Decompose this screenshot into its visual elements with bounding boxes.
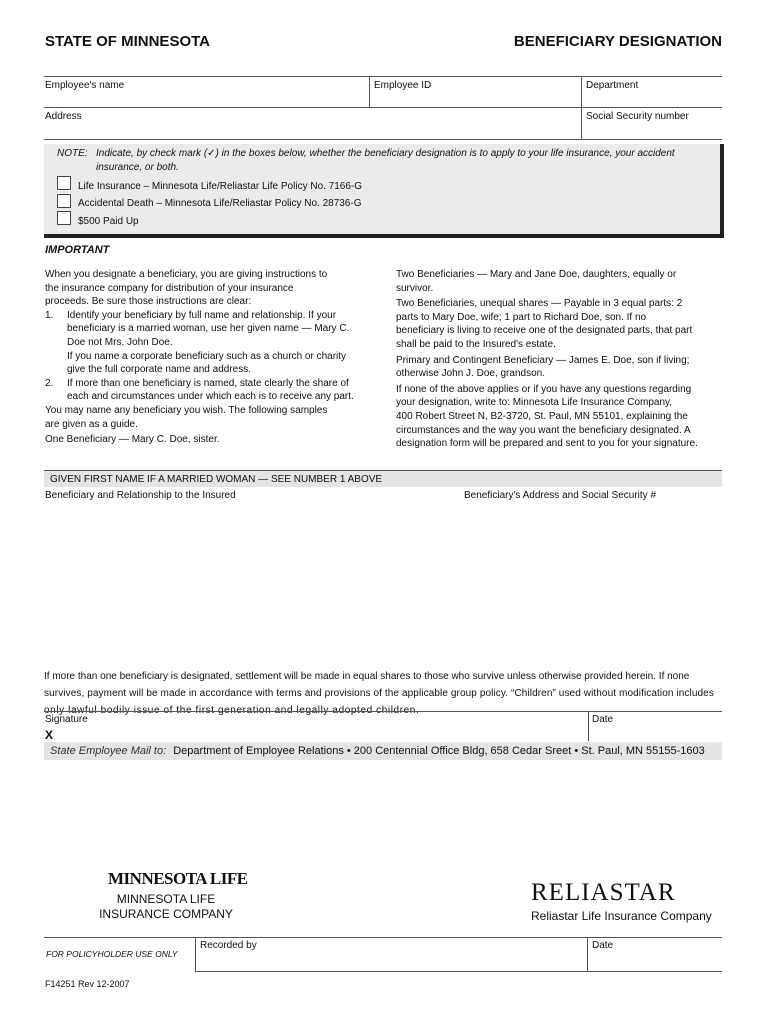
beneficiary-relationship-field[interactable]: Beneficiary and Relationship to the Insured — [45, 490, 236, 501]
note-line-1: Indicate, by check mark (✓) in the boxes below, whether the beneficiary designation is to apply to your life insurance, your accident — [96, 148, 675, 159]
mail-prefix: State Employee Mail to: — [50, 745, 167, 757]
instruction-number: 1. — [45, 309, 54, 321]
text-line: If more than one beneficiary is designated, settlement will be made in equal shares to those who survive unless otherwise provided herein. If none — [44, 671, 690, 682]
address-field[interactable]: Address — [45, 111, 82, 122]
state-title: STATE OF MINNESOTA — [45, 33, 210, 50]
text-line: shall be paid to the Insured's estate. — [396, 338, 556, 350]
instruction-1 — [45, 309, 375, 377]
text-line: beneficiary is living to receive one of the designated parts, that part — [396, 325, 693, 337]
ssn-field[interactable]: Social Security number — [586, 111, 689, 122]
text-line: If more than one beneficiary is named, state clearly the share of — [67, 377, 349, 389]
paid-up-label: $500 Paid Up — [78, 216, 139, 227]
given-name-note: GIVEN FIRST NAME IF A MARRIED WOMAN — SEE NUMBER 1 ABOVE — [50, 474, 383, 485]
minnesota-life-caption — [96, 892, 236, 922]
text-line: 400 Robert Street N, B2-3720, St. Paul, MN 55101, explaining the — [396, 410, 688, 422]
accidental-death-checkbox[interactable] — [57, 194, 71, 208]
divider — [44, 76, 722, 77]
page-title: BENEFICIARY DESIGNATION — [513, 33, 722, 50]
text-line: designation form will be prepared and sent to you for your signature. — [396, 438, 698, 450]
text-line: are given as a guide. — [45, 418, 138, 430]
beneficiary-address-field[interactable]: Beneficiary's Address and Social Security # — [464, 490, 657, 501]
signature-x-mark: X — [45, 728, 54, 742]
text-line: Primary and Contingent Beneficiary — James E. Doe, son if living; — [396, 354, 690, 366]
policyholder-date-field[interactable]: Date — [592, 940, 614, 951]
text-line: each and circumstances under which each is to receive any part. — [67, 391, 354, 403]
reliastar-logo: RELIASTAR — [531, 879, 676, 906]
text-line: the insurance company for distribution of your insurance — [45, 282, 294, 294]
text-line: When you designate a beneficiary, you are giving instructions to — [45, 269, 328, 280]
divider — [588, 711, 589, 741]
divider — [195, 971, 722, 972]
text-line: circumstances and the way you want the beneficiary designated. A — [396, 424, 691, 436]
mail-line — [50, 745, 705, 757]
reliastar-caption: Reliastar Life Insurance Company — [531, 909, 712, 923]
text-line: Two Beneficiaries, unequal shares — Payable in 3 equal parts: 2 — [396, 298, 683, 310]
note-line-2: insurance, or both. — [96, 162, 179, 173]
text-line: survivor. — [396, 282, 434, 294]
employee-name-field[interactable]: Employee's name — [45, 80, 125, 91]
life-insurance-checkbox[interactable] — [57, 176, 71, 190]
life-insurance-label: Life Insurance – Minnesota Life/Reliastar Life Policy No. 7166-G — [78, 181, 363, 192]
divider — [44, 711, 722, 712]
paid-up-checkbox[interactable] — [57, 211, 71, 225]
caption-line: MINNESOTA LIFE — [116, 892, 216, 906]
text-line: If you name a corporate beneficiary such as a church or charity — [67, 350, 347, 362]
text-line: One Beneficiary — Mary C. Doe, sister. — [45, 434, 220, 446]
text-line: your designation, write to: Minnesota Life Insurance Company, — [396, 397, 673, 409]
instruction-2 — [45, 377, 375, 404]
divider — [44, 937, 722, 938]
text-line: parts to Mary Doe, wife; 1 part to Richard Doe, son. If no — [396, 311, 647, 323]
text-line: survives, payment will be made in accordance with terms and provisions of the applicable group policy. “Children” used without modification includes — [44, 688, 714, 699]
note-prefix: NOTE: — [57, 148, 88, 159]
text-line: give the full corporate name and address. — [67, 364, 251, 376]
text-line: If none of the above applies or if you have any questions regarding — [396, 383, 692, 395]
divider — [44, 139, 722, 140]
policyholder-use-label: FOR POLICYHOLDER USE ONLY — [46, 949, 178, 959]
text-line: Doe not Mrs. John Doe. — [67, 336, 173, 348]
text-line: You may name any beneficiary you wish. The following samples — [45, 404, 328, 416]
caption-line: INSURANCE COMPANY — [99, 907, 233, 921]
recorded-by-field[interactable]: Recorded by — [200, 940, 257, 951]
important-heading: IMPORTANT — [45, 244, 110, 256]
employee-id-field[interactable]: Employee ID — [374, 80, 432, 91]
minnesota-life-logo: MINNESOTA LIFE — [108, 869, 248, 888]
department-field[interactable]: Department — [586, 80, 639, 91]
signature-date-field[interactable]: Date — [592, 714, 614, 725]
text-line: beneficiary is a married woman, use her given name — Mary C. — [67, 323, 350, 335]
divider — [581, 76, 582, 139]
divider — [587, 937, 588, 971]
important-right-column — [396, 268, 726, 451]
text-line: only lawful bodily issue of the first generation and legally adopted children. — [44, 705, 420, 716]
divider — [369, 76, 370, 107]
form-number: F14251 Rev 12-2007 — [45, 979, 130, 989]
important-left-column — [45, 268, 375, 447]
accidental-death-label: Accidental Death – Minnesota Life/Reliastar Policy No. 28736-G — [78, 198, 362, 209]
instruction-number: 2. — [45, 377, 54, 389]
text-line: proceeds. Be sure those instructions are clear: — [45, 296, 252, 308]
divider — [195, 937, 196, 971]
text-line: otherwise John J. Doe, grandson. — [396, 368, 545, 380]
divider — [44, 107, 722, 108]
signature-field[interactable]: Signature — [45, 714, 88, 725]
mail-address: Department of Employee Relations • 200 Centennial Office Bldg, 658 Cedar Sreet • St. Paul, MN 55155-1603 — [173, 745, 705, 757]
text-line: Identify your beneficiary by full name and relationship. If your — [67, 309, 337, 321]
text-line: Two Beneficiaries — Mary and Jane Doe, daughters, equally or — [396, 269, 677, 280]
